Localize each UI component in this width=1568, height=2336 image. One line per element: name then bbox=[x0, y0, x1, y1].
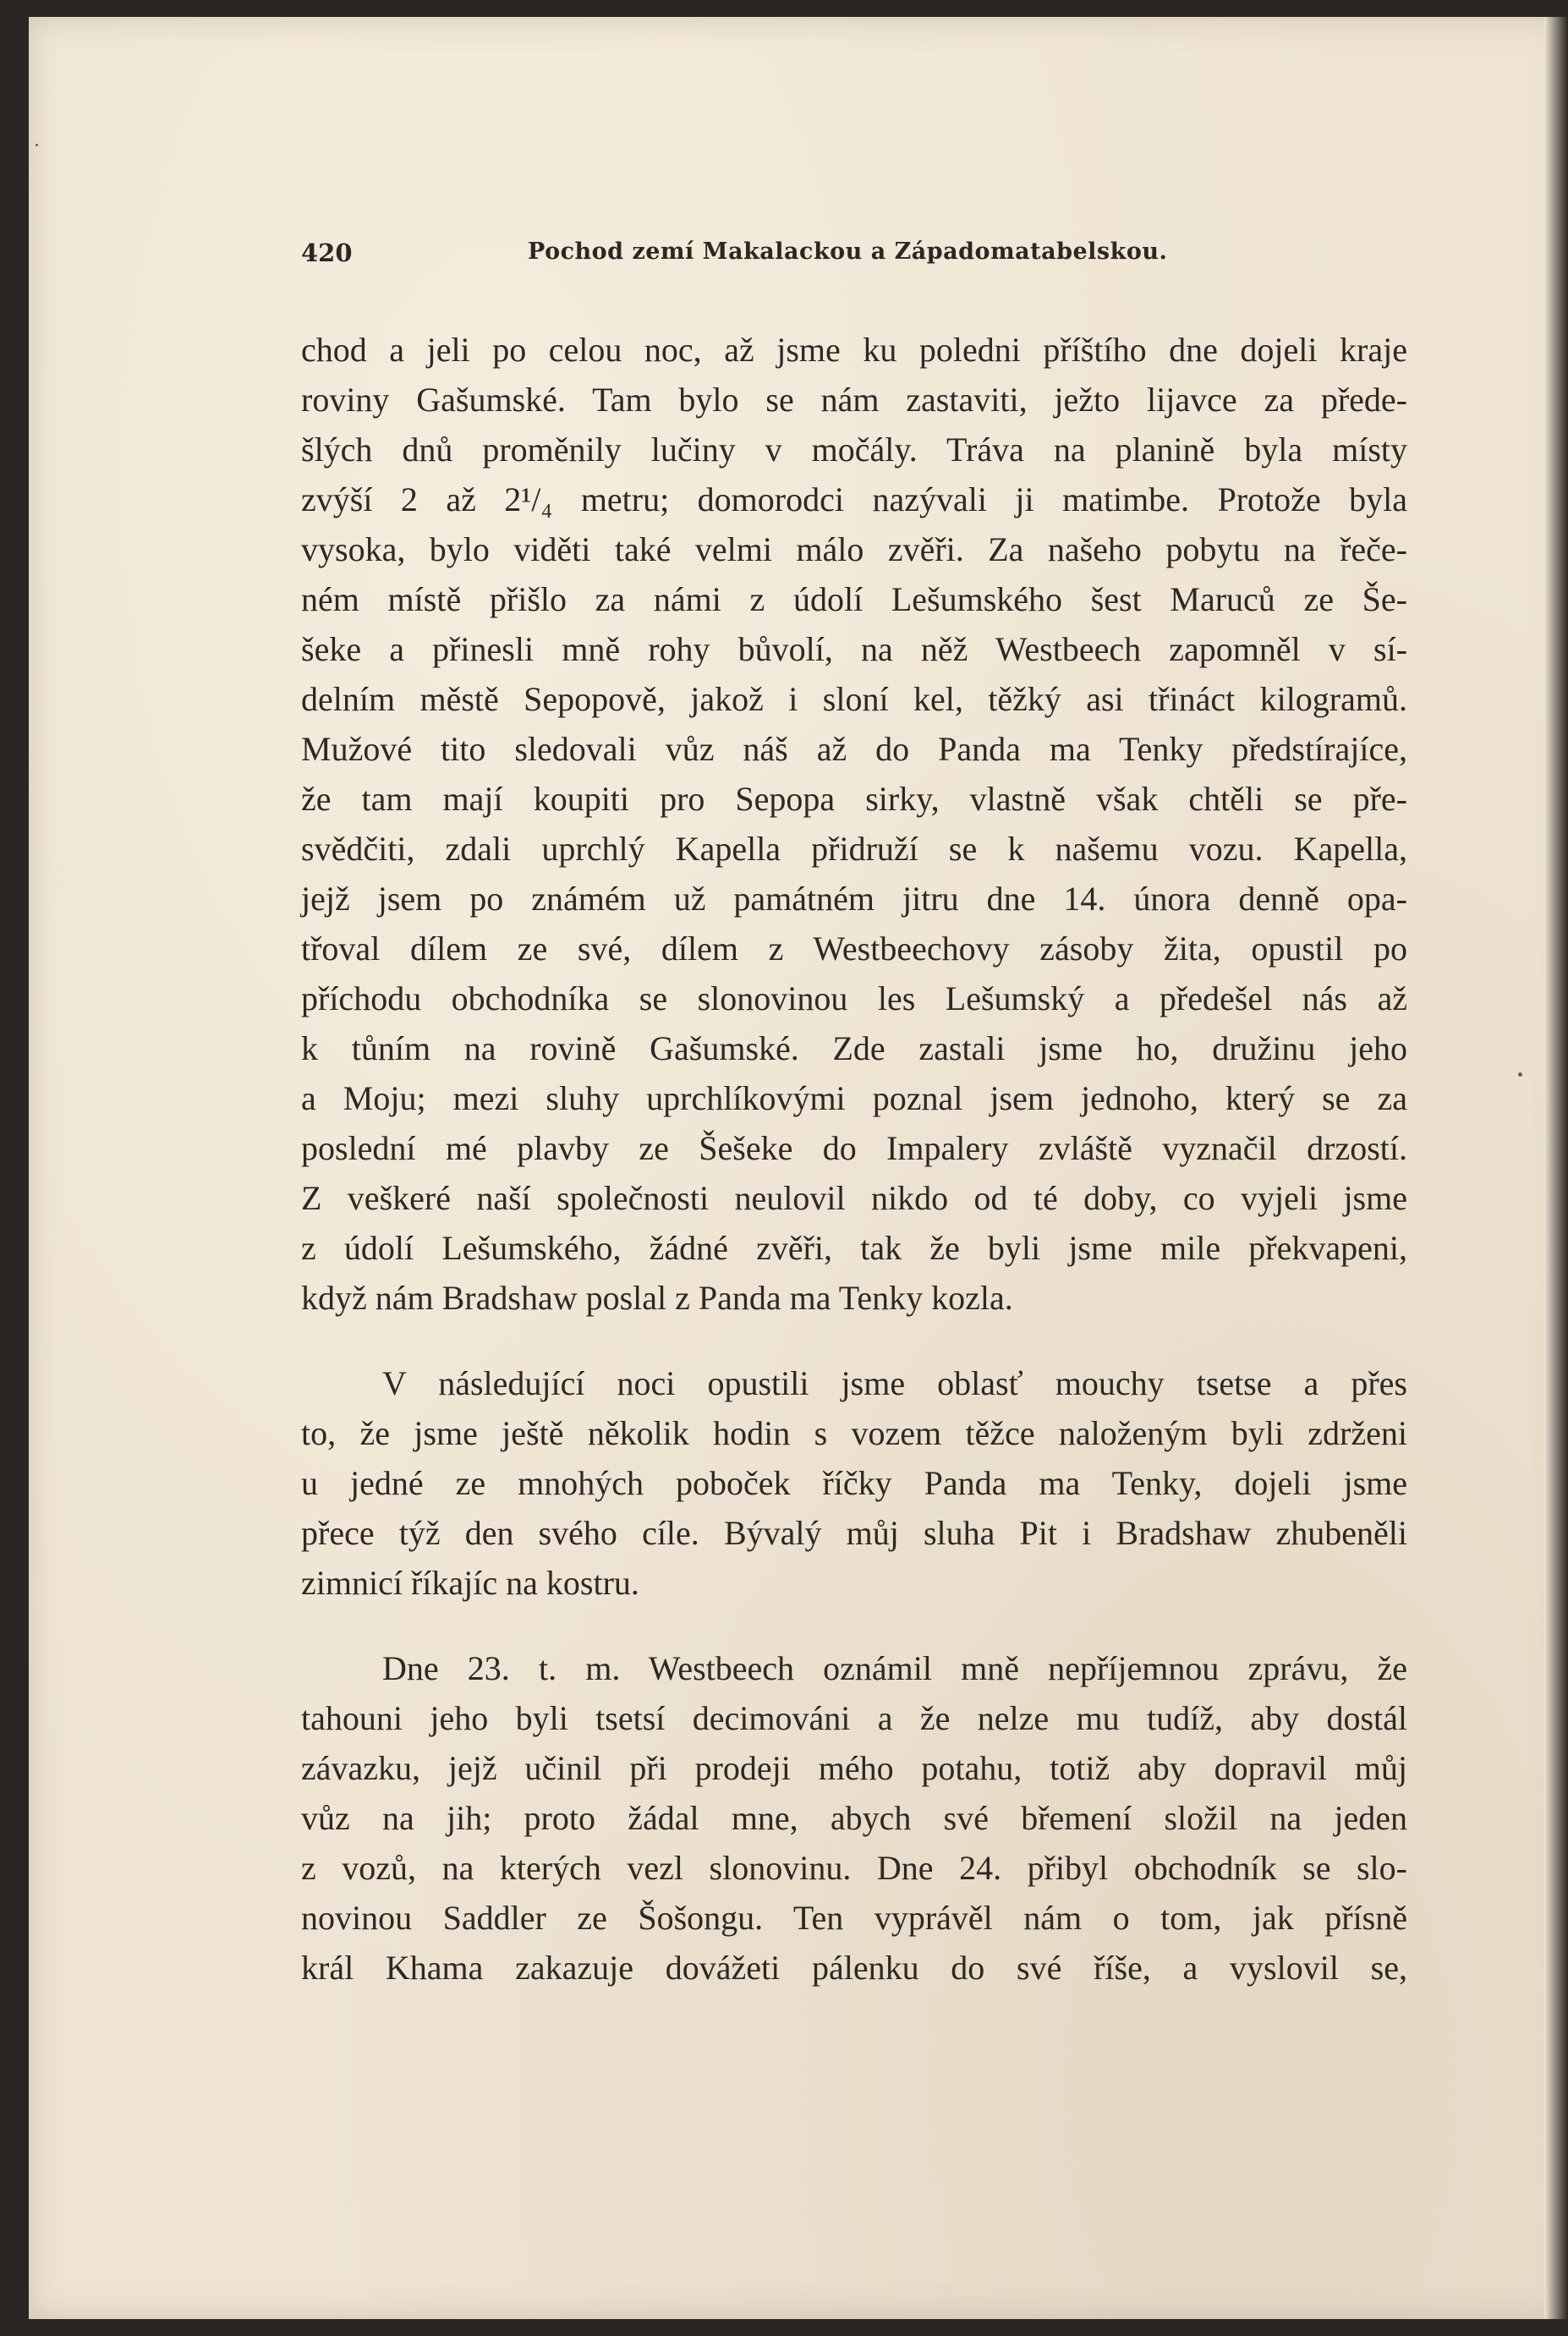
text-line: k tůním na rovině Gašumské. Zde zastali jsme ho, družinu jeho bbox=[301, 1029, 1407, 1067]
page-number: 420 bbox=[301, 239, 353, 267]
text-line: třoval dílem ze své, dílem z Westbeechovy zásoby žita, opustil po bbox=[301, 929, 1407, 968]
running-title: Pochod zemí Makalackou a Západomatabelskou. bbox=[528, 239, 1168, 265]
text-line: poslední mé plavby ze Šešeke do Impalery zvláště vyznačil drzostí. bbox=[301, 1129, 1407, 1167]
paragraph-gap bbox=[301, 1608, 1407, 1643]
text-line: vůz na jih; proto žádal mne, abych své břemení složil na jeden bbox=[301, 1799, 1407, 1837]
text-line-indented bbox=[301, 1358, 1407, 1408]
text-line: příchodu obchodníka se slonovinou les Lešumský a předešel nás až bbox=[301, 979, 1407, 1017]
paper-speck bbox=[1518, 1072, 1522, 1077]
text-line: svědčiti, zdali uprchlý Kapella přidruží se k našemu vozu. Kapella, bbox=[301, 830, 1407, 868]
text-line-content: V následující noci opustili jsme oblasť mouchy tsetse a přes bbox=[382, 1364, 1407, 1402]
text-line: král Khama zakazuje dovážeti pálenku do své říše, a vyslovil se, bbox=[301, 1949, 1407, 1987]
text-line-content: Dne 23. t. m. Westbeech oznámil mně nepříjemnou zprávu, že bbox=[382, 1649, 1407, 1687]
body-text bbox=[301, 325, 1407, 1993]
text-line: že tam mají koupiti pro Sepopa sirky, vlastně však chtěli se pře- bbox=[301, 780, 1407, 818]
text-line: když nám Bradshaw poslal z Panda ma Tenky kozla. bbox=[301, 1279, 1013, 1317]
text-line: novinou Saddler ze Šošongu. Ten vyprávěl nám o tom, jak přísně bbox=[301, 1899, 1407, 1937]
text-line: závazku, jejž učinil při prodeji mého potahu, totiž aby dopravil můj bbox=[301, 1749, 1407, 1787]
text-line: jejž jsem po známém už památném jitru dne 14. února denně opa- bbox=[301, 880, 1407, 918]
text-line: Mužové tito sledovali vůz náš až do Panda ma Tenky předstírajíce, bbox=[301, 730, 1407, 768]
text-line: vysoka, bylo viděti také velmi málo zvěři. Za našeho pobytu na řeče- bbox=[301, 530, 1407, 568]
text-line: Z veškeré naší společnosti neulovil nikdo od té doby, co vyjeli jsme bbox=[301, 1179, 1407, 1217]
text-line: to, že jsme ještě několik hodin s vozem těžce naloženým byli zdrženi bbox=[301, 1414, 1407, 1452]
text-line: z údolí Lešumského, žádné zvěři, tak že byli jsme mile překvapeni, bbox=[301, 1229, 1407, 1267]
text-line: chod a jeli po celou noc, až jsme ku poledni příštího dne dojeli kraje bbox=[301, 331, 1407, 369]
text-line-indented bbox=[301, 1643, 1407, 1693]
text-line: roviny Gašumské. Tam bylo se nám zastaviti, ježto lijavce za přede- bbox=[301, 381, 1407, 419]
text-line: ném místě přišlo za námi z údolí Lešumského šest Maruců ze Še- bbox=[301, 580, 1407, 618]
paragraph-2 bbox=[301, 1358, 1407, 1608]
text-line: zvýší 2 až 2¹/₄ metru; domorodci nazývali ji matimbe. Protože byla bbox=[301, 480, 1407, 518]
paragraph-gap bbox=[301, 1323, 1407, 1358]
text-line: přece týž den svého cíle. Bývalý můj sluha Pit i Bradshaw zhubeněli bbox=[301, 1514, 1407, 1552]
text-line: tahouni jeho byli tsetsí decimováni a že nelze mu tudíž, aby dostál bbox=[301, 1699, 1407, 1737]
text-line: z vozů, na kterých vezl slonovinu. Dne 24. přibyl obchodník se slo- bbox=[301, 1849, 1407, 1887]
text-line: delním městě Sepopově, jakož i sloní kel, těžký asi třináct kilogramů. bbox=[301, 680, 1407, 718]
text-line: u jedné ze mnohých poboček říčky Panda ma Tenky, dojeli jsme bbox=[301, 1464, 1407, 1502]
text-line: zimnicí říkajíc na kostru. bbox=[301, 1564, 639, 1602]
text-line: šeke a přinesli mně rohy bůvolí, na něž Westbeech zapomněl v sí- bbox=[301, 630, 1407, 668]
text-line: šlých dnů proměnily lučiny v močály. Tráva na planině byla místy bbox=[301, 430, 1407, 469]
page-edge-shadow bbox=[1544, 17, 1568, 2319]
page-header bbox=[301, 239, 1181, 276]
paragraph-1 bbox=[301, 325, 1407, 1323]
paper-speck bbox=[36, 144, 38, 146]
text-line: a Moju; mezi sluhy uprchlíkovými poznal jsem jednoho, který se za bbox=[301, 1079, 1407, 1117]
paragraph-3 bbox=[301, 1643, 1407, 1993]
